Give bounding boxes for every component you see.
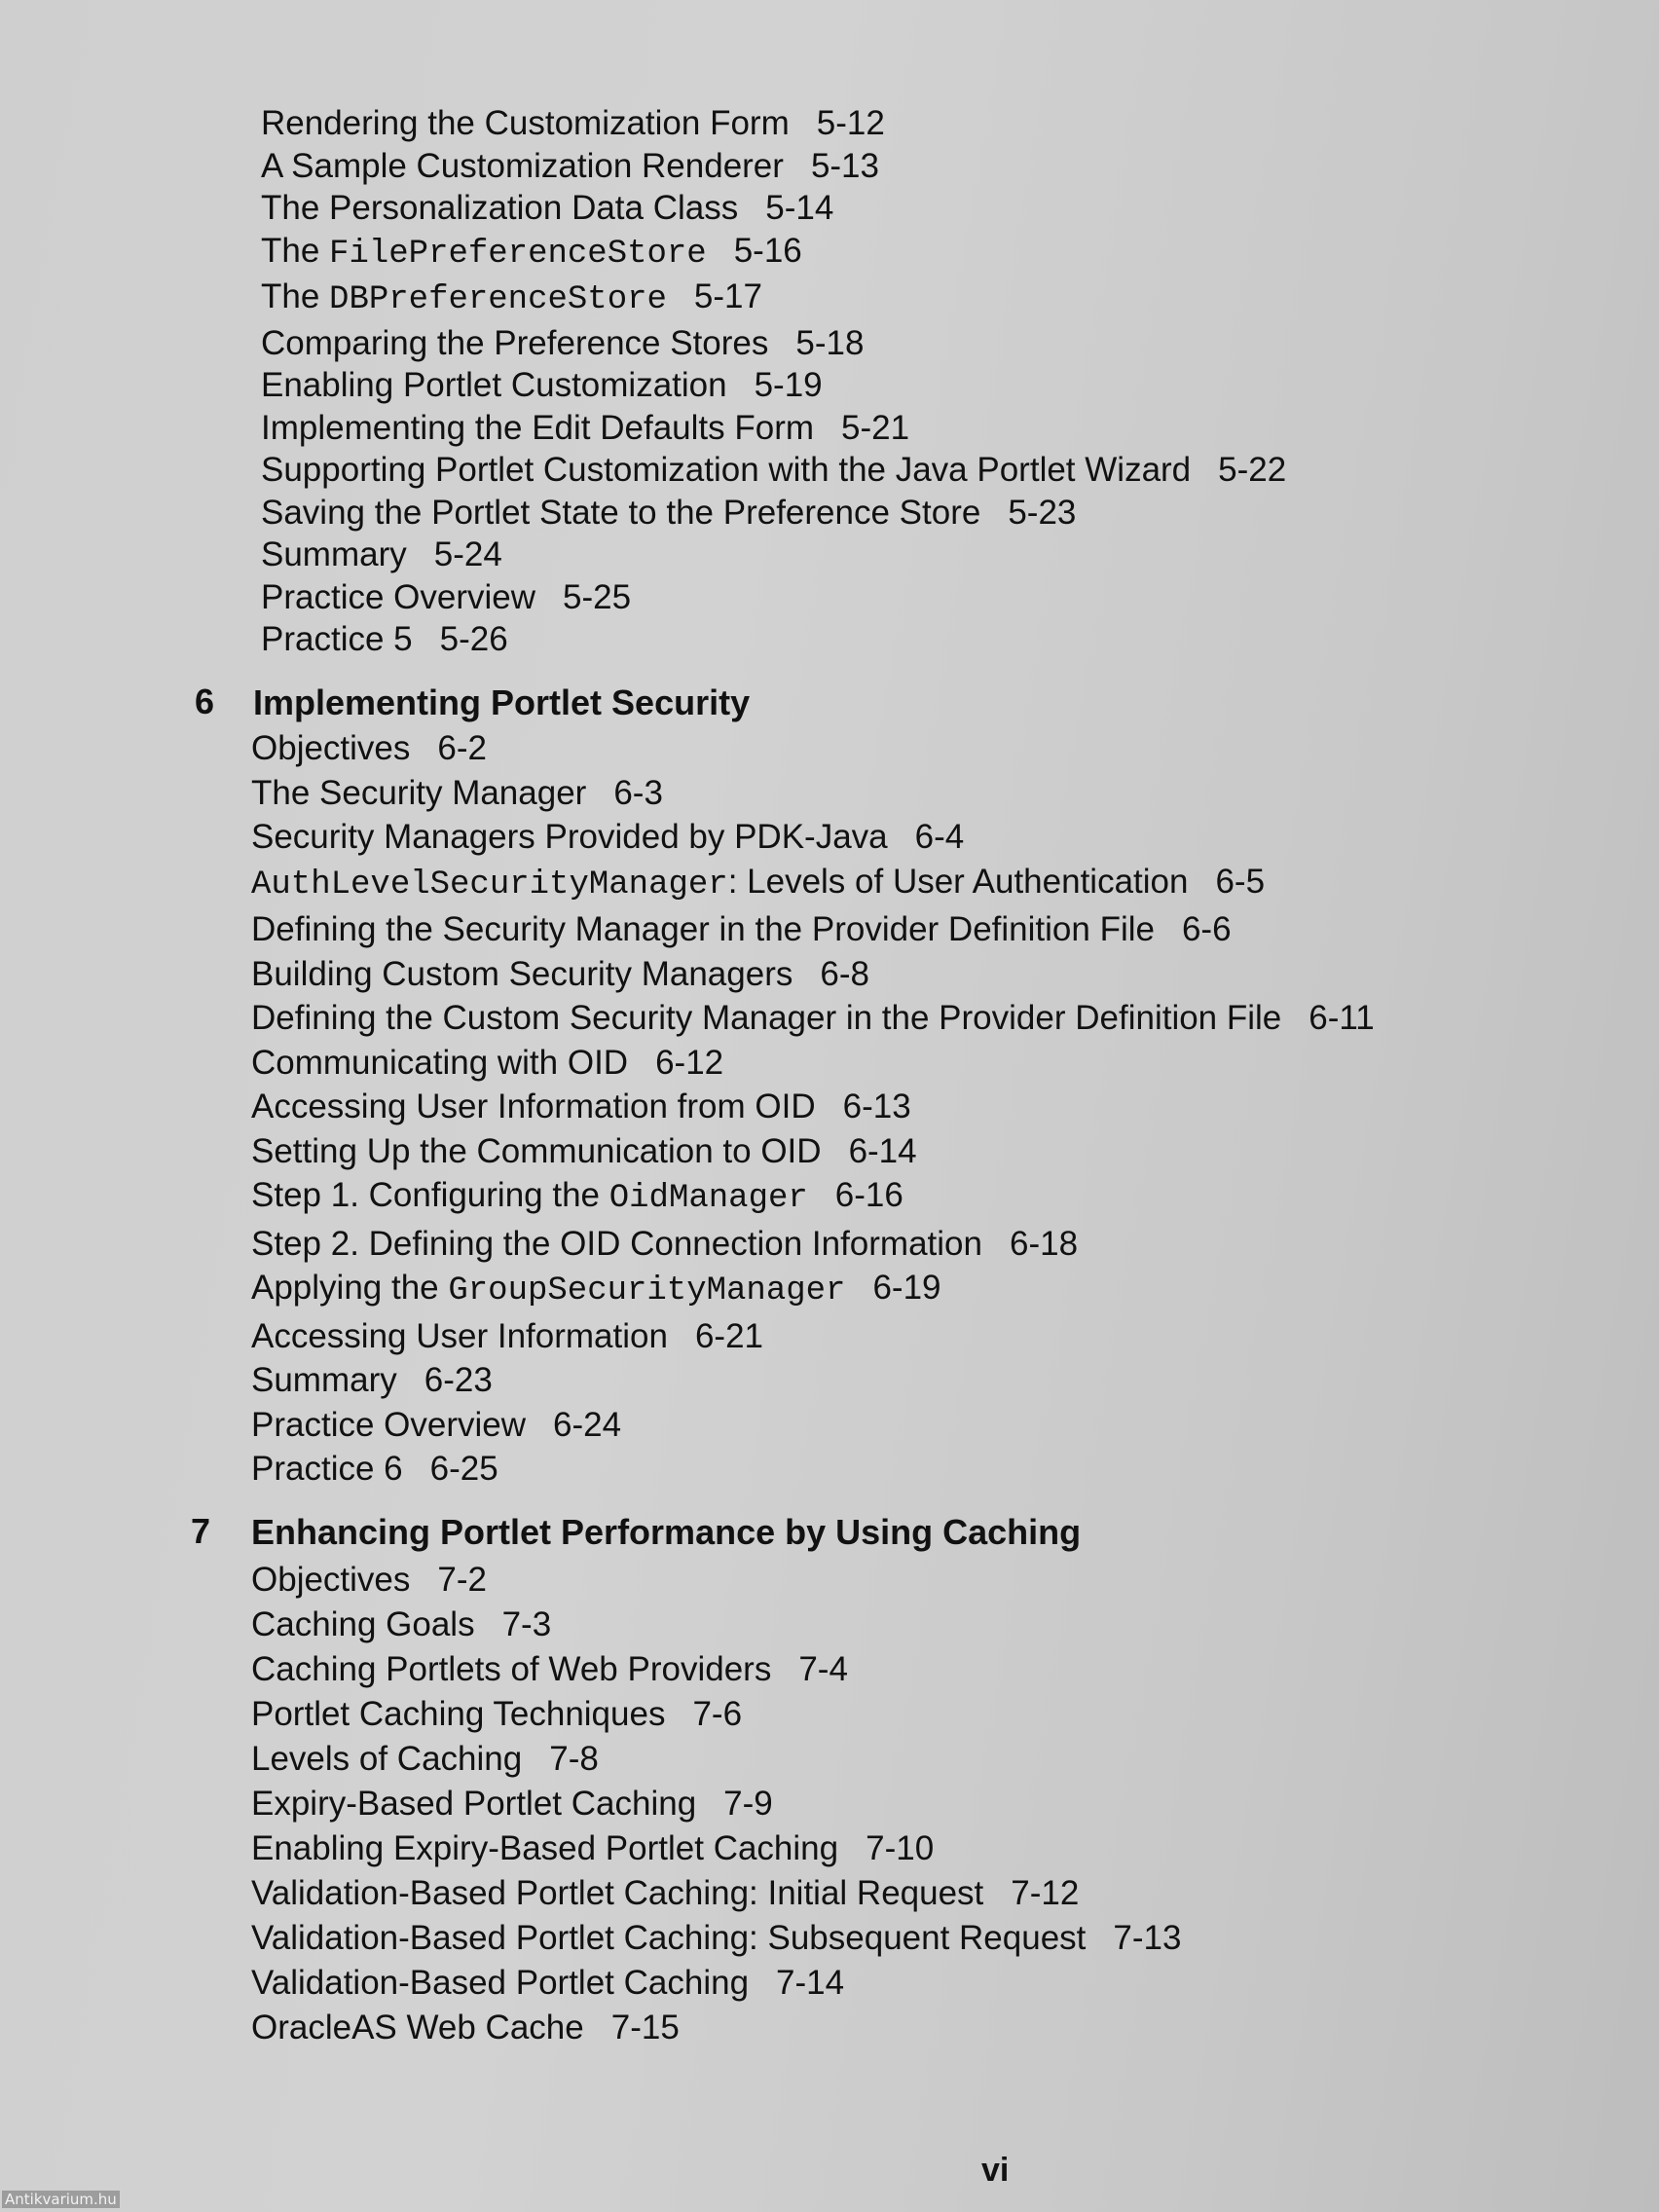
toc-entry [251,1603,1181,1647]
toc-page-number: 6-21 [694,1316,764,1355]
entry-text: Comparing the Preference Stores [261,323,769,362]
toc-entry [251,1737,1181,1782]
toc-entry [261,276,1286,322]
toc-page-number: 5-24 [433,535,502,573]
chapter5-entries [261,102,1286,661]
toc-entry [251,2006,1181,2050]
toc-entry [251,1961,1181,2006]
toc-page-number: 5-25 [563,577,632,616]
toc-entry-title [261,620,413,658]
toc-entry [251,952,1375,997]
entry-text: The [261,277,330,315]
entry-text: Practice 6 [251,1450,403,1488]
toc-page-number: 6-12 [655,1043,724,1082]
toc-page-number: 6-3 [613,773,663,812]
entry-text: The Security Manager [251,773,587,812]
toc-entry-title [251,1740,522,1778]
toc-entry-title [251,999,1281,1037]
toc-entry [261,364,1286,407]
toc-page-number: 7-8 [549,1740,599,1778]
toc-entry [261,322,1286,365]
toc-entry [261,187,1286,230]
toc-entry [251,1826,1181,1871]
toc-entry-title [251,863,1188,901]
toc-page-number: 6-8 [820,954,869,993]
toc-entry [251,907,1375,952]
watermark: Antikvarium.hu [2,2191,120,2208]
toc-entry [261,230,1286,276]
toc-entry [251,771,1375,816]
toc-page-number: 6-5 [1215,862,1266,901]
toc-page-number: 6-11 [1309,999,1375,1037]
toc-entry-title [251,1964,749,2002]
chapter7-title: Enhancing Portlet Performance by Using Caching [251,1512,1082,1552]
toc-entry [261,576,1286,619]
entry-text: Summary [261,535,407,573]
toc-entry [251,1129,1375,1174]
entry-text: Objectives [251,729,411,767]
page-number: vi [981,2152,1010,2189]
toc-page-number: 7-14 [776,1964,845,2002]
toc-page-number: 5-19 [754,366,823,404]
toc-entry-title [251,1450,403,1488]
toc-entry [251,1403,1375,1448]
toc-entry-title [251,1695,665,1733]
code-term: AuthLevelSecurityManager [251,866,728,903]
toc-entry [251,1447,1375,1492]
toc-entry-title [251,910,1155,948]
toc-entry-title [251,1317,668,1355]
toc-entry-title [251,1785,696,1823]
toc-page-number: 7-2 [437,1561,487,1599]
toc-page-number: 7-10 [866,1829,935,1867]
toc-page-number: 7-4 [798,1650,848,1688]
entry-text: Objectives [251,1561,411,1599]
toc-entry-title [251,1044,628,1082]
toc-entry-title [251,1829,838,1867]
toc-entry [261,102,1286,145]
toc-entry-title [251,729,410,767]
toc-page-number: 5-12 [816,104,885,142]
toc-entry-title [261,324,768,362]
toc-entry-title [251,774,586,812]
entry-text: Portlet Caching Techniques [251,1695,666,1733]
entry-text: Step 2. Defining the OID Connection Information [251,1224,982,1263]
toc-entry [251,860,1375,908]
entry-text: Building Custom Security Managers [251,954,793,993]
toc-page-number: 6-16 [834,1176,903,1214]
toc-page-number: 5-26 [439,620,508,658]
toc-entry [251,1358,1375,1403]
entry-text: A Sample Customization Renderer [261,146,784,185]
code-term: DBPreferenceStore [329,281,667,318]
toc-page-number: 6-2 [437,729,487,767]
toc-entry [251,1041,1375,1086]
toc-page-number: 6-13 [842,1088,911,1125]
toc-entry-title [251,1406,526,1444]
toc-entry-title [261,451,1191,489]
entry-text: Saving the Portlet State to the Preference Store [261,493,981,532]
toc-page-number: 5-18 [795,323,865,362]
entry-text: Communicating with OID [251,1043,629,1082]
toc-entry-title [251,1225,982,1263]
toc-entry-title [261,366,727,404]
entry-text: Applying the [251,1269,449,1307]
toc-entry-title [261,409,814,447]
toc-entry-title [261,189,738,227]
toc-entry [251,1692,1181,1737]
toc-entry [251,1266,1375,1314]
toc-page-number: 6-6 [1181,910,1232,948]
toc-entry-title [261,494,980,532]
toc-page-number: 7-6 [692,1695,743,1733]
toc-page-number: 6-18 [1009,1224,1079,1263]
chapter7-number: 7 [191,1511,211,1551]
toc-entry [251,1647,1181,1692]
toc-entry [251,1173,1375,1222]
chapter6-entries [251,726,1375,1492]
entry-text: Enabling Expiry-Based Portlet Caching [251,1829,839,1867]
toc-entry-title [261,231,707,273]
chapter7-entries [251,1558,1181,2050]
toc-entry-title [251,1132,822,1170]
entry-text: Accessing User Information from OID [251,1088,816,1125]
entry-text: Practice 5 [261,620,413,658]
entry-text: Step 1. Configuring the [251,1176,609,1214]
toc-page-number: 7-3 [501,1605,552,1643]
toc-page-number: 5-21 [841,408,910,447]
toc-page-number: 7-12 [1011,1874,1080,1912]
entry-text: OracleAS Web Cache [251,2009,584,2046]
toc-page-number: 5-13 [810,146,879,185]
toc-page-number: 6-19 [872,1269,941,1307]
toc-entry [251,1085,1375,1129]
entry-text: Validation-Based Portlet Caching: Initial Request [251,1874,984,1912]
toc-entry [251,996,1375,1041]
toc-entry-title [261,147,784,185]
toc-entry-title [251,1361,397,1399]
toc-entry-title [251,1874,983,1912]
toc-page-number: 5-17 [693,277,762,315]
entry-text: The Personalization Data Class [261,189,739,227]
toc-page-number: 5-23 [1008,493,1077,532]
toc-entry-title [251,1650,771,1688]
toc-entry [261,618,1286,661]
toc-entry [251,1558,1181,1603]
toc-page-number: 5-22 [1218,451,1287,489]
toc-entry [261,492,1286,535]
code-term: GroupSecurityManager [448,1272,846,1309]
chapter6-title: Implementing Portlet Security [253,682,751,722]
toc-entry [251,1871,1181,1916]
toc-entry [251,726,1375,771]
entry-text: Levels of Caching [251,1740,523,1778]
toc-entry-title [251,1919,1086,1957]
toc-entry-title [261,535,407,573]
toc-page-number: 7-13 [1113,1919,1182,1957]
toc-entry-title [251,1561,410,1599]
toc-entry [261,145,1286,188]
toc-entry [251,1916,1181,1961]
toc-entry-title [251,2009,584,2046]
toc-entry [251,1782,1181,1826]
toc-entry-title [251,1605,475,1643]
entry-text: Validation-Based Portlet Caching [251,1964,750,2002]
toc-entry [251,815,1375,860]
entry-text: Implementing the Edit Defaults Form [261,408,815,447]
toc-entry-title [251,818,888,856]
entry-text: Rendering the Customization Form [261,104,790,142]
entry-text: Security Managers Provided by PDK-Java [251,818,888,856]
toc-entry-title [251,1269,845,1307]
entry-text: Practice Overview [261,577,536,616]
toc-entry-title [251,955,793,993]
entry-text: Validation-Based Portlet Caching: Subsequent Request [251,1919,1087,1957]
toc-entry [261,449,1286,492]
entry-text: Supporting Portlet Customization with the Java Portlet Wizard [261,451,1192,489]
toc-page-number: 6-24 [553,1405,622,1444]
entry-text: Defining the Custom Security Manager in the Provider Definition File [251,999,1282,1037]
toc-entry-title [261,578,535,616]
entry-text: Caching Portlets of Web Providers [251,1650,772,1688]
entry-text: Setting Up the Communication to OID [251,1131,822,1170]
toc-entry [251,1222,1375,1267]
toc-page-number: 7-15 [610,2009,680,2046]
toc-entry-title [261,277,667,318]
code-term: OidManager [608,1180,808,1217]
code-term: FilePreferenceStore [329,235,707,273]
toc-entry [261,534,1286,576]
toc-page-number: 5-16 [733,231,802,270]
toc-page-number: 7-9 [723,1785,773,1823]
entry-text: The [261,231,330,270]
chapter6-number: 6 [195,682,215,721]
toc-page-number: 6-14 [848,1131,917,1170]
entry-text: Accessing User Information [251,1316,668,1355]
toc-entry [251,1314,1375,1359]
toc-entry-title [261,104,790,142]
entry-text: Defining the Security Manager in the Provider Definition File [251,910,1155,948]
entry-text: Practice Overview [251,1405,527,1444]
entry-text: Caching Goals [251,1605,475,1643]
toc-page-number: 6-4 [914,818,965,856]
entry-text: Summary [251,1361,397,1399]
toc-page-number: 6-25 [429,1450,498,1488]
entry-text: Expiry-Based Portlet Caching [251,1785,697,1823]
toc-entry [261,407,1286,450]
toc-page-number: 6-23 [424,1361,493,1399]
toc-entry-title [251,1176,808,1217]
entry-text: : Levels of User Authentication [727,862,1189,901]
toc-page-number: 5-14 [765,189,834,227]
toc-entry-title [251,1088,816,1125]
entry-text: Enabling Portlet Customization [261,366,727,404]
